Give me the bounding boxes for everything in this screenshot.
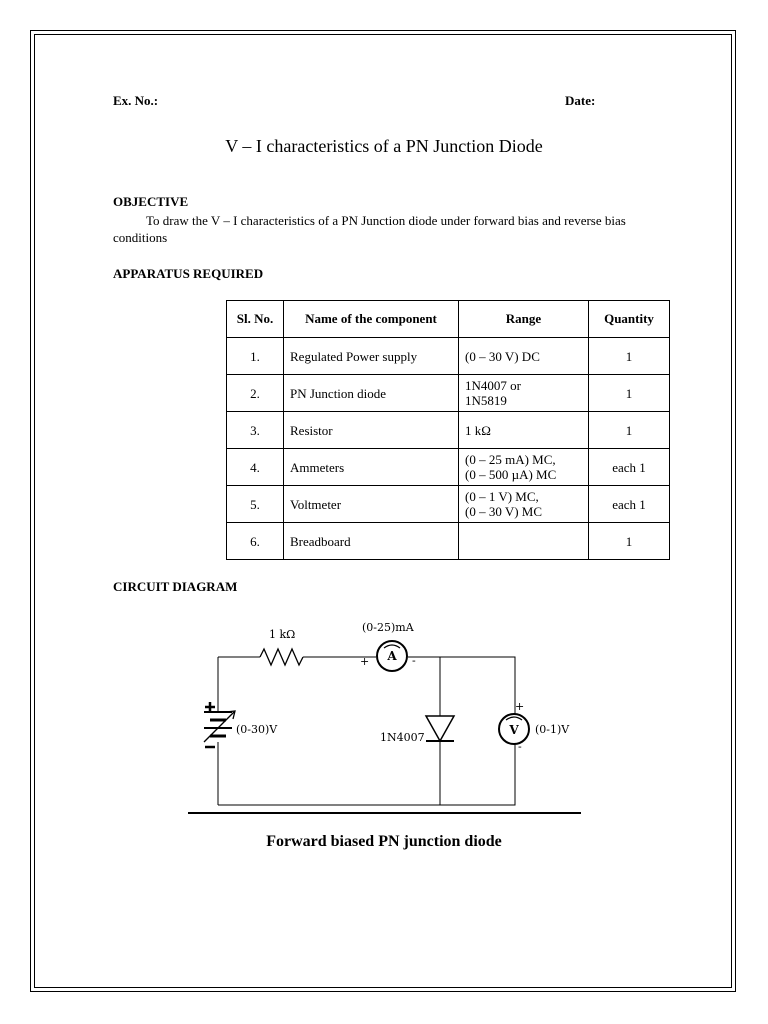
date-label: Date: bbox=[565, 93, 596, 108]
resistor-label: 1 kΩ bbox=[269, 628, 296, 641]
ammeter-needle-arc bbox=[384, 645, 400, 648]
cell-component-name: PN Junction diode bbox=[284, 375, 459, 412]
ammeter-label: (0-25)mA bbox=[362, 621, 414, 634]
range-line: (0 – 30 V) MC bbox=[465, 504, 543, 519]
column-header-quantity: Quantity bbox=[589, 301, 670, 338]
page-title: V – I characteristics of a PN Junction Diode bbox=[225, 136, 543, 156]
cell-sl-no: 2. bbox=[227, 375, 284, 412]
cell-component-name: Breadboard bbox=[284, 523, 459, 560]
cell-quantity: each 1 bbox=[589, 486, 670, 523]
voltmeter-minus: - bbox=[518, 740, 522, 753]
voltmeter-needle-arc bbox=[506, 717, 522, 720]
objective-heading: OBJECTIVE bbox=[113, 194, 189, 209]
apparatus-heading: APPARATUS REQUIRED bbox=[113, 266, 264, 281]
range-line: (0 – 500 µA) MC bbox=[465, 467, 557, 482]
ammeter-plus: + bbox=[360, 655, 370, 668]
cell-quantity: 1 bbox=[589, 523, 670, 560]
cell-component-name: Ammeters bbox=[284, 449, 459, 486]
cell-component-name: Regulated Power supply bbox=[284, 338, 459, 375]
supply-label: (0-30)V bbox=[236, 723, 278, 736]
cell-sl-no: 5. bbox=[227, 486, 284, 523]
range-line: 1N4007 or bbox=[465, 378, 521, 393]
cell-quantity: 1 bbox=[589, 338, 670, 375]
wire-top-right bbox=[408, 657, 515, 698]
cell-quantity: 1 bbox=[589, 375, 670, 412]
circuit-caption: Forward biased PN junction diode bbox=[266, 833, 502, 850]
resistor-symbol bbox=[260, 649, 303, 665]
ex-no-label: Ex. No.: bbox=[113, 93, 159, 108]
column-header-sl-no: Sl. No. bbox=[227, 301, 284, 338]
voltmeter-label: (0-1)V bbox=[535, 723, 570, 736]
column-header-name: Name of the component bbox=[284, 301, 459, 338]
column-header-range: Range bbox=[459, 301, 589, 338]
diode-symbol bbox=[426, 716, 454, 741]
objective-text: To draw the V – I characteristics of a PN Junction diode under forward bias and reverse bias conditions bbox=[113, 213, 626, 245]
voltmeter-symbol: V bbox=[509, 723, 519, 737]
cell-sl-no: 4. bbox=[227, 449, 284, 486]
circuit-heading: CIRCUIT DIAGRAM bbox=[113, 579, 238, 594]
range-line: (0 – 25 mA) MC, bbox=[465, 452, 556, 467]
range-line: (0 – 1 V) MC, bbox=[465, 489, 539, 504]
cell-quantity: 1 bbox=[589, 412, 670, 449]
cell-component-name: Resistor bbox=[284, 412, 459, 449]
range-line: 1 kΩ bbox=[465, 422, 491, 438]
voltmeter-plus: + bbox=[515, 700, 525, 713]
range-line: (0 – 30 V) DC bbox=[465, 348, 540, 364]
diode-label: 1N4007 bbox=[380, 731, 425, 744]
wire-bottom bbox=[218, 758, 515, 805]
ammeter-minus: - bbox=[412, 654, 416, 667]
cell-sl-no: 6. bbox=[227, 523, 284, 560]
cell-sl-no: 1. bbox=[227, 338, 284, 375]
cell-quantity: each 1 bbox=[589, 449, 670, 486]
ammeter-symbol: A bbox=[387, 649, 397, 663]
cell-sl-no: 3. bbox=[227, 412, 284, 449]
range-line: 1N5819 bbox=[465, 393, 507, 408]
cell-component-name: Voltmeter bbox=[284, 486, 459, 523]
